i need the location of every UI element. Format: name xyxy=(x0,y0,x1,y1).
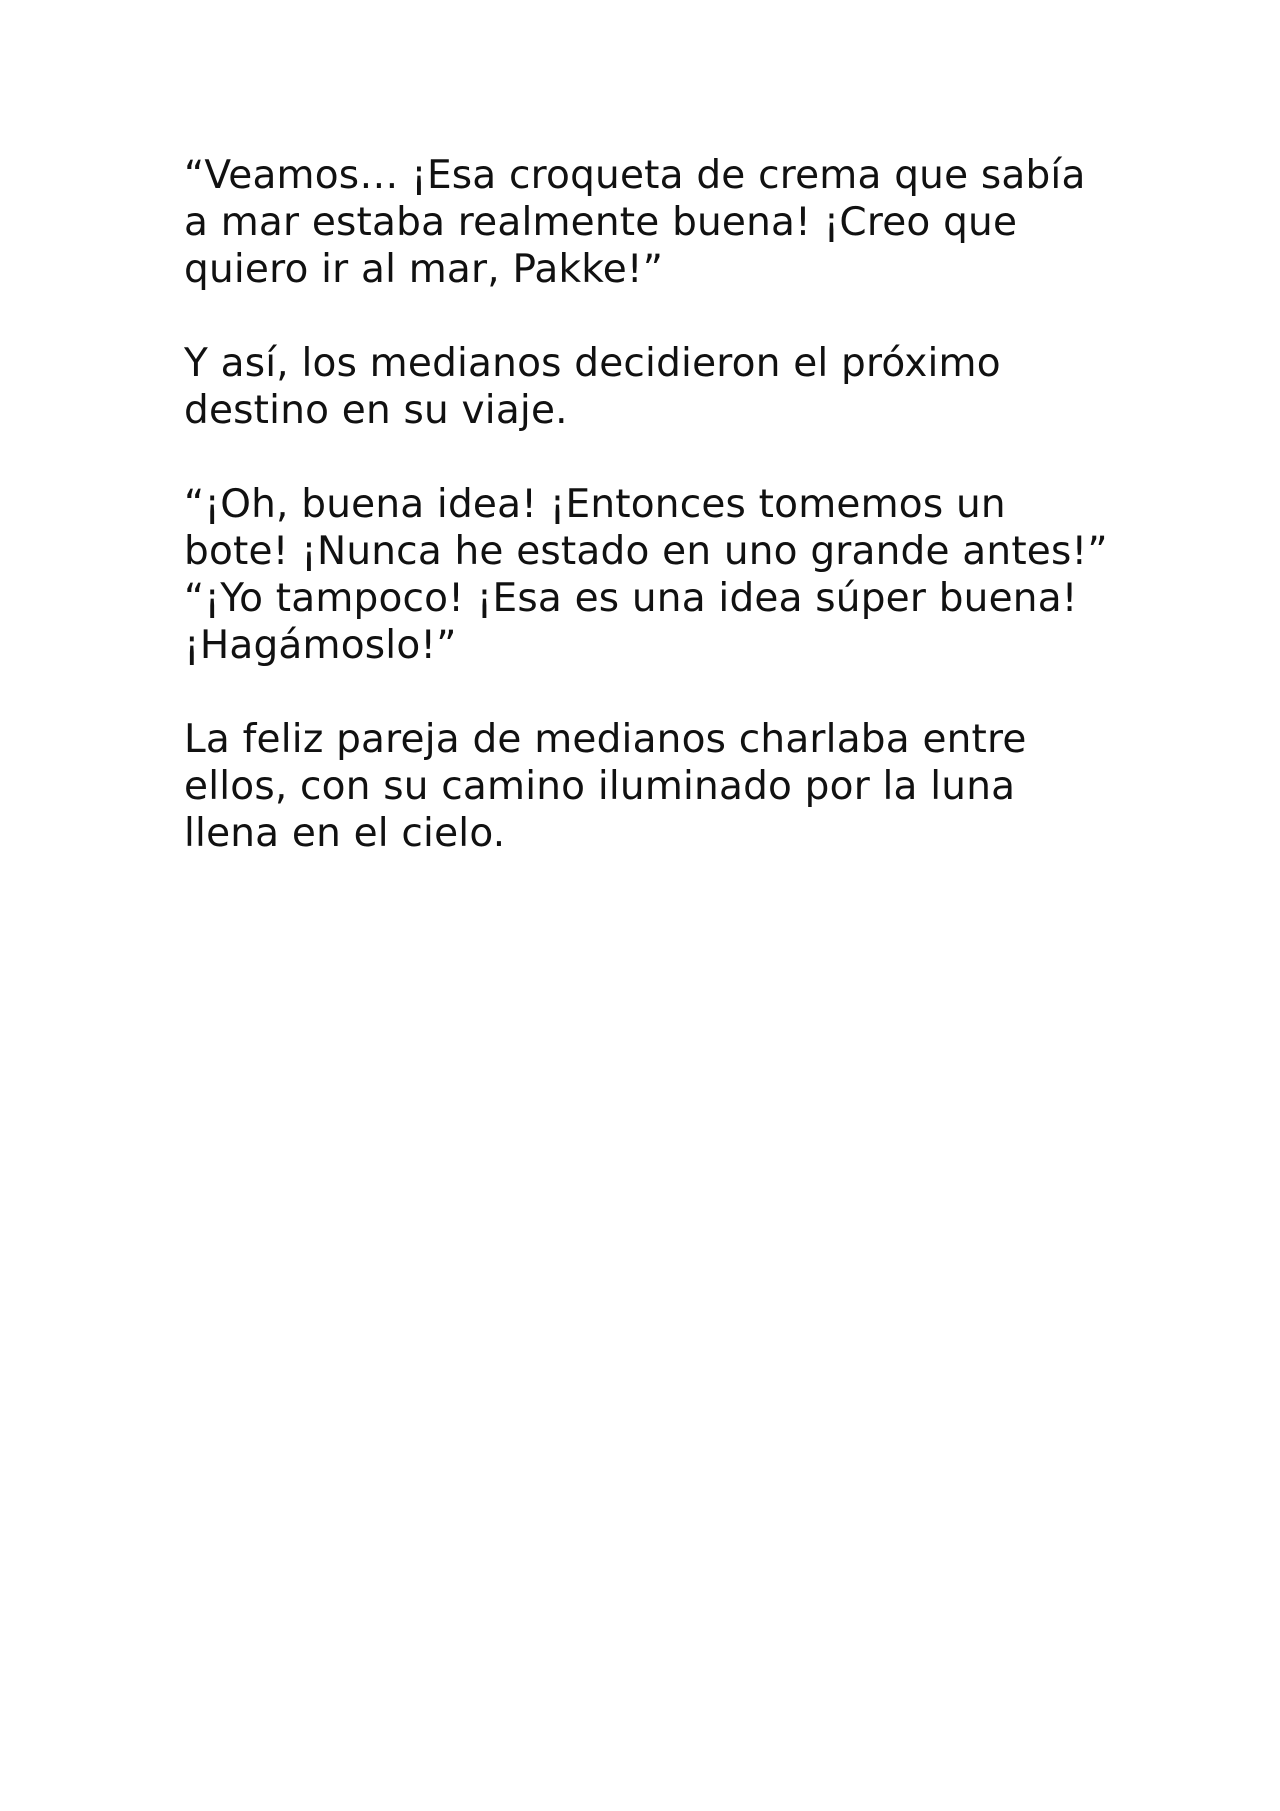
paragraph-spacer xyxy=(184,293,1124,340)
paragraph-4 xyxy=(184,716,1124,857)
text-line: “Veamos… ¡Esa croqueta de crema que sabía xyxy=(184,153,1086,198)
paragraph-2 xyxy=(184,340,1124,434)
story-text xyxy=(184,152,1124,857)
paragraph-1 xyxy=(184,152,1124,293)
paragraph-spacer xyxy=(184,434,1124,481)
paragraph-3 xyxy=(184,481,1124,669)
text-line: Y así, los medianos decidieron el próximo xyxy=(184,341,1001,386)
text-line: quiero ir al mar, Pakke!” xyxy=(184,247,664,292)
text-line: a mar estaba realmente buena! ¡Creo que xyxy=(184,200,1018,245)
text-line: ¡Hagámoslo!” xyxy=(184,623,457,668)
paragraph-spacer xyxy=(184,669,1124,716)
text-line: llena en el cielo. xyxy=(184,811,506,856)
text-line: ellos, con su camino iluminado por la luna xyxy=(184,764,1016,809)
text-line: La feliz pareja de medianos charlaba entre xyxy=(184,717,1027,762)
text-line: “¡Oh, buena idea! ¡Entonces tomemos un xyxy=(184,482,1006,527)
text-line: bote! ¡Nunca he estado en uno grande antes!” xyxy=(184,529,1108,574)
text-line: “¡Yo tampoco! ¡Esa es una idea súper buena! xyxy=(184,576,1078,621)
text-line: destino en su viaje. xyxy=(184,388,568,433)
